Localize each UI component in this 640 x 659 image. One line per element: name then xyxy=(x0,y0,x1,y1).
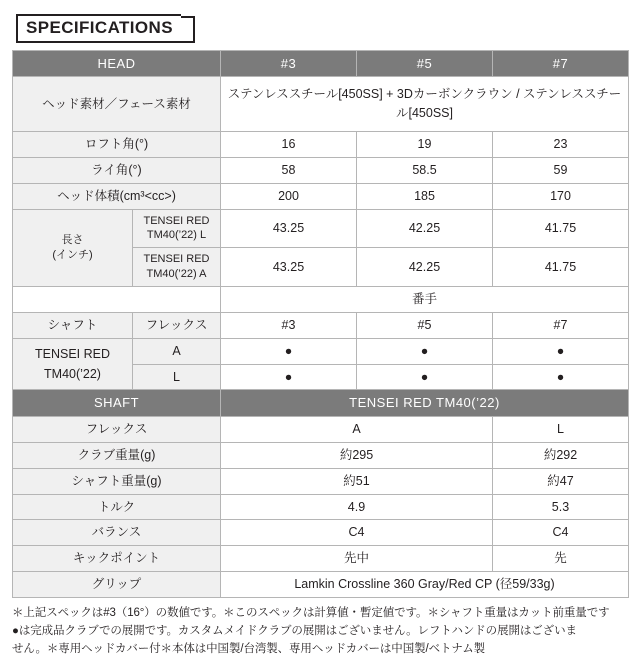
shaft-matrix-l-mark-3: ● xyxy=(221,364,357,390)
number-band-spacer xyxy=(13,286,221,312)
length-label-sub: (インチ) xyxy=(52,248,93,261)
torque-value-l: 5.3 xyxy=(493,494,629,520)
shaft-flex-value-l: L xyxy=(493,416,629,442)
shaft-matrix-a-mark-7: ● xyxy=(493,338,629,364)
club-weight-value-l: 約292 xyxy=(493,442,629,468)
lie-value-5: 58.5 xyxy=(357,157,493,183)
length-row-label-l: TENSEI RED TM40(’22) L xyxy=(133,209,221,248)
volume-value-3: 200 xyxy=(221,183,357,209)
table-row-head-header xyxy=(13,50,629,77)
table-row-club-weight xyxy=(13,442,629,468)
number-band-label: 番手 xyxy=(221,286,629,312)
table-row-volume xyxy=(13,183,629,209)
specifications-table xyxy=(12,50,629,598)
volume-label: ヘッド体積(cm³<cc>) xyxy=(13,183,221,209)
length-a-value-5: 42.25 xyxy=(357,248,493,287)
head-col-7: #7 xyxy=(493,50,629,77)
table-row-shaft-weight xyxy=(13,468,629,494)
page-title: SPECIFICATIONS xyxy=(16,14,181,43)
head-header-label: HEAD xyxy=(13,50,221,77)
lie-value-7: 59 xyxy=(493,157,629,183)
shaft-matrix-l-mark-5: ● xyxy=(357,364,493,390)
length-l-value-5: 42.25 xyxy=(357,209,493,248)
table-row-shaft-matrix-a xyxy=(13,338,629,364)
kickpoint-value-l: 先 xyxy=(493,546,629,572)
balance-value-a: C4 xyxy=(221,520,493,546)
table-row-balance xyxy=(13,520,629,546)
lie-value-3: 58 xyxy=(221,157,357,183)
table-row-number-band xyxy=(13,286,629,312)
table-row-shaft-flex xyxy=(13,416,629,442)
club-weight-value-a: 約295 xyxy=(221,442,493,468)
grip-value: Lamkin Crossline 360 Gray/Red CP (径59/33g) xyxy=(221,572,629,598)
balance-label: バランス xyxy=(13,520,221,546)
head-col-5: #5 xyxy=(357,50,493,77)
shaft-matrix-col-3: #3 xyxy=(221,312,357,338)
balance-value-l: C4 xyxy=(493,520,629,546)
shaft-header-label: SHAFT xyxy=(13,390,221,417)
material-value: ステンレススチール[450SS] + 3Dカーボンクラウン / ステンレススチール[450SS] xyxy=(221,77,629,132)
length-l-value-7: 41.75 xyxy=(493,209,629,248)
shaft-matrix-l-mark-7: ● xyxy=(493,364,629,390)
loft-value-3: 16 xyxy=(221,131,357,157)
table-row-grip xyxy=(13,572,629,598)
table-row-shaft-header xyxy=(13,390,629,417)
loft-value-7: 23 xyxy=(493,131,629,157)
shaft-matrix-label: シャフト xyxy=(13,312,133,338)
shaft-matrix-col-5: #5 xyxy=(357,312,493,338)
kickpoint-value-a: 先中 xyxy=(221,546,493,572)
torque-label: トルク xyxy=(13,494,221,520)
lie-label: ライ角(°) xyxy=(13,157,221,183)
shaft-flex-label: フレックス xyxy=(13,416,221,442)
footnotes xyxy=(12,605,628,658)
material-label: ヘッド素材／フェース素材 xyxy=(13,77,221,132)
shaft-matrix-flex-label: フレックス xyxy=(133,312,221,338)
table-row-material xyxy=(13,77,629,132)
length-row-label-a: TENSEI RED TM40(’22) A xyxy=(133,248,221,287)
length-l-value-3: 43.25 xyxy=(221,209,357,248)
kickpoint-label: キックポイント xyxy=(13,546,221,572)
volume-value-5: 185 xyxy=(357,183,493,209)
length-label xyxy=(13,209,133,286)
table-row-kickpoint xyxy=(13,546,629,572)
shaft-weight-label: シャフト重量(g) xyxy=(13,468,221,494)
table-row-torque xyxy=(13,494,629,520)
head-col-3: #3 xyxy=(221,50,357,77)
shaft-matrix-a-mark-3: ● xyxy=(221,338,357,364)
shaft-matrix-a-mark-5: ● xyxy=(357,338,493,364)
shaft-matrix-col-7: #7 xyxy=(493,312,629,338)
table-row-shaft-matrix-header xyxy=(13,312,629,338)
footnote-line-1: ＊上記スペックは#3（16°）の数値です。＊このスペックは計算値・暫定値です。＊シャフト重量はカット前重量です xyxy=(12,607,610,620)
shaft-matrix-flex-a: A xyxy=(133,338,221,364)
shaft-flex-value-a: A xyxy=(221,416,493,442)
grip-label: グリップ xyxy=(13,572,221,598)
loft-label: ロフト角(°) xyxy=(13,131,221,157)
table-row-loft xyxy=(13,131,629,157)
club-weight-label: クラブ重量(g) xyxy=(13,442,221,468)
footnote-line-2: ●は完成品クラブでの展開です。カスタムメイドクラブの展開はございません。レフトハンドの展開はございま xyxy=(12,624,577,637)
length-a-value-3: 43.25 xyxy=(221,248,357,287)
length-label-main: 長さ xyxy=(61,233,84,246)
table-row-length-l xyxy=(13,209,629,248)
shaft-matrix-model: TENSEI RED TM40(’22) xyxy=(13,338,133,390)
torque-value-a: 4.9 xyxy=(221,494,493,520)
shaft-header-value: TENSEI RED TM40(’22) xyxy=(221,390,629,417)
table-row-lie xyxy=(13,157,629,183)
title-decoration xyxy=(181,16,195,43)
footnote-line-3: せん。＊専用ヘッドカバー付＊本体は中国製/台湾製、専用ヘッドカバーは中国製/ベトナム製 xyxy=(12,642,486,655)
loft-value-5: 19 xyxy=(357,131,493,157)
page-title-block xyxy=(16,14,628,43)
shaft-matrix-flex-l: L xyxy=(133,364,221,390)
shaft-weight-value-l: 約47 xyxy=(493,468,629,494)
shaft-weight-value-a: 約51 xyxy=(221,468,493,494)
volume-value-7: 170 xyxy=(493,183,629,209)
length-a-value-7: 41.75 xyxy=(493,248,629,287)
